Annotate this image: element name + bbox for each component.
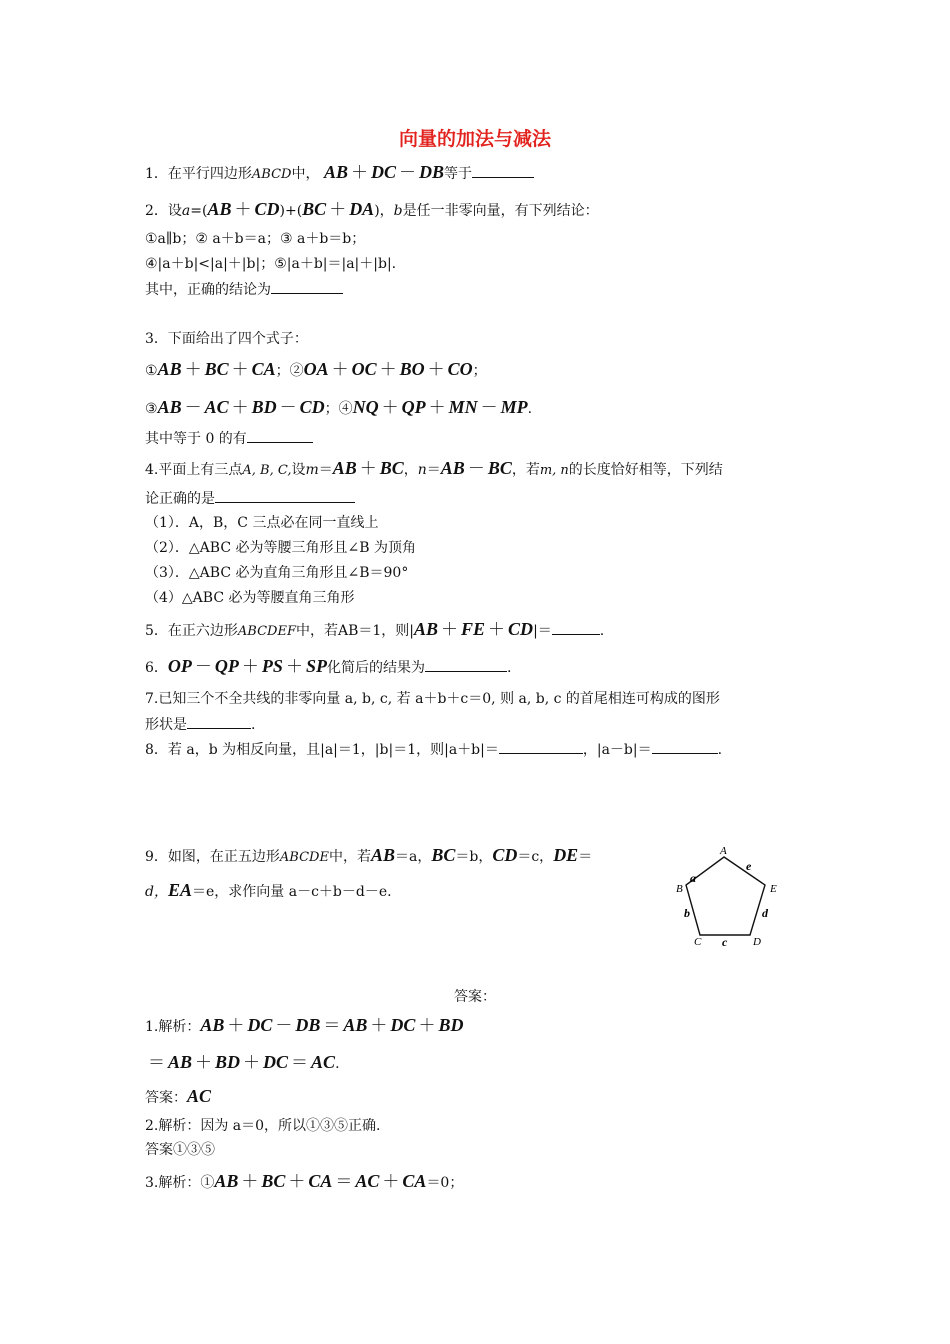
- q3-expr-1-2: ①AB ＋ BC ＋ CA；②OA ＋ OC ＋ BO ＋ CO；: [145, 359, 487, 380]
- answer-1-line-1: 1.解析：AB ＋ DC － DB ＝ AB ＋ DC ＋ BD: [145, 1015, 464, 1036]
- q4-option-3: （3）．△ABC 必为直角三角形且∠B＝90°: [145, 565, 409, 581]
- q4-option-2: （2）．△ABC 必为等腰三角形且∠B 为顶角: [145, 540, 416, 556]
- q9-line-2: d，EA＝e，求作向量 a－c＋b－d－e.: [145, 880, 392, 900]
- q3-expr-3-4: ③AB － AC ＋ BD － CD；④NQ ＋ QP ＋ MN － MP.: [145, 397, 533, 418]
- answer-2: 2.解析：因为 a＝0，所以①③⑤正确.: [145, 1118, 381, 1134]
- answers-heading: 答案：: [454, 989, 496, 1005]
- vertex-c-label: C: [694, 936, 702, 948]
- question-4: 4.平面上有三点A, B, C,设m＝AB ＋ BC，n＝AB － BC，若m, n的长度恰好相等，下列结: [145, 458, 723, 479]
- edge-a-label: a: [690, 871, 696, 885]
- answer-blank[interactable]: [271, 279, 343, 294]
- q4-ask: 论正确的是: [145, 488, 355, 509]
- edge-c-label: c: [722, 935, 728, 949]
- vector-ab: AB: [323, 162, 348, 182]
- question-5: 5．在正六边形ABCDEF中，若AB＝1，则|AB ＋ FE ＋ CD|＝ .: [145, 619, 605, 640]
- edge-d-label: d: [762, 906, 768, 920]
- answer-1-line-2: ＝ AB ＋ BD ＋ DC ＝ AC.: [148, 1052, 340, 1073]
- question-6: 6．OP － QP ＋ PS ＋ SP化简后的结果为 .: [145, 656, 512, 677]
- q7-ask: 形状是 .: [145, 714, 255, 735]
- answer-blank[interactable]: [247, 428, 313, 443]
- answer-3: 3.解析：①AB ＋ BC ＋ CA ＝ AC ＋ CA＝0；: [145, 1171, 464, 1192]
- q3-ask: 其中等于 0 的有: [145, 428, 313, 449]
- answer-blank[interactable]: [215, 488, 355, 503]
- answer-blank[interactable]: [425, 657, 507, 672]
- answer-blank[interactable]: [552, 620, 600, 635]
- answer-blank[interactable]: [499, 739, 583, 754]
- question-8: 8．若 a，b 为相反向量，且|a|＝1，|b|＝1，则|a＋b|＝ ，|a－b|＝ .: [145, 739, 722, 760]
- answer-1-result: 答案：AC: [145, 1086, 212, 1106]
- page-title: 向量的加法与减法: [398, 128, 551, 150]
- q2-ask: 其中，正确的结论为: [145, 279, 343, 300]
- question-3: 3．下面给出了四个式子：: [145, 331, 308, 347]
- answer-blank[interactable]: [472, 163, 534, 178]
- question-2: 2．设a=(AB ＋ CD)+(BC ＋ DA)，b是任一非零向量，有下列结论：: [145, 199, 599, 220]
- q4-option-1: （1）．A，B，C 三点必在同一直线上: [145, 515, 379, 531]
- answer-blank[interactable]: [652, 739, 718, 754]
- vertex-b-label: B: [676, 883, 683, 895]
- q2-options-2: ④|a＋b|<|a|＋|b|；⑤|a＋b|＝|a|＋|b|.: [145, 256, 397, 272]
- q2-options-1: ①a∥b；② a＋b＝a；③ a＋b＝b；: [145, 231, 366, 247]
- answer-blank[interactable]: [187, 714, 251, 729]
- vertex-d-label: D: [753, 936, 761, 948]
- answer-2-result: 答案①③⑤: [145, 1142, 215, 1158]
- question-9: 9．如图，在正五边形ABCDE中，若AB＝a，BC＝b，CD＝c，DE＝: [145, 845, 593, 865]
- vertex-a-label: A: [720, 845, 727, 857]
- vertex-e-label: E: [770, 883, 777, 895]
- question-7: 7.已知三个不全共线的非零向量 a, b, c, 若 a＋b＋c＝0, 则 a, b, c 的首尾相连可构成的图形: [145, 691, 720, 707]
- question-1: 1．在平行四边形ABCD中， AB ＋ DC － DB等于: [145, 162, 534, 185]
- edge-e-label: e: [746, 859, 752, 873]
- pentagon-figure: [670, 840, 790, 950]
- q4-option-4: （4）△ABC 必为等腰直角三角形: [145, 590, 355, 606]
- edge-b-label: b: [684, 906, 690, 920]
